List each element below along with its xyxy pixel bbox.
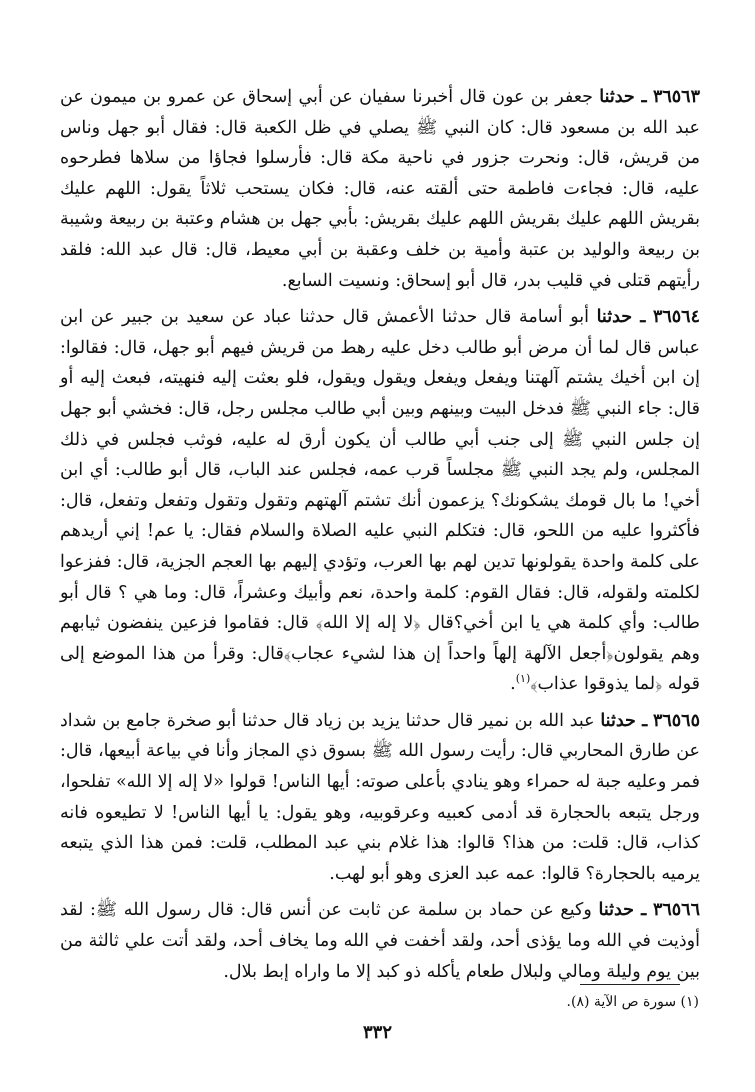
hadith-36563: ٣٦٥٦٣ ـ حدثنا جعفر بن عون قال أخبرنا سفيان عن أبي إسحاق عن عمرو بن ميمون عن عبد الله بن مسعود قال: كان النبي ﷺ يصلي في ظل الكعبة قال: فقال أبو جهل وناس من قريش، قال: ونحرت جزور في ناحية مكة قال: فأرسلوا فجاؤا من سلاها فطرحوه عليه، قال: فجاءت فاطمة حتى ألقته عنه، قال: فكان يستحب ثلاثاً يقول: اللهم عليك بقريش اللهم عليك بقريش اللهم عليك بقريش: بأبي جهل بن هشام وعتبة بن ربيعة وشيبة بن ربيعة والوليد بن عتبة وأمية بن خلف وعقبة بن أبي معيط، قال: قال عبد الله: فلقد رأيتهم قتلى في قليب بدر، قال أبو إسحاق: ونسيت السابع. xyxy=(60,87,700,291)
hadith-lead: حدثنا xyxy=(598,900,634,921)
hadith-36565: ٣٦٥٦٥ ـ حدثنا عبد الله بن نمير قال حدثنا يزيد بن زياد قال حدثنا أبو صخرة جامع بن شداد عن طارق المحاربي قال: رأيت رسول الله ﷺ بسوق ذي المجاز وأنا في بياعة أبيعها، قال: فمر وعليه جبة له حمراء وهو ينادي بأعلى صوته: أيها الناس! قولوا «لا إله إلا الله» تفلحوا، ورجل يتبعه بالحجارة قد أدمى كعبيه وعرقوبيه، وهو يقول: يا أيها الناس! لا تطيعوه فانه كذاب، قال: قلت: من هذا؟ قالوا: هذا غلام بني عبد المطلب، قلت: فمن هذا الذي يتبعه يرميه بالحجارة؟ قالوا: عمه عبد العزى وهو أبو لهب. xyxy=(60,710,700,884)
footnote-reference[interactable]: (١) xyxy=(515,672,531,686)
hadith-text: أبو أسامة قال حدثنا الأعمش قال حدثنا عباد عن سعيد بن جبير عن ابن عباس قال لما أن مرض أبو طالب دخل عليه رهط من قريش فيهم أبو جهل، قال: فقالوا: إن ابن أخيك يشتم آلهتنا ويفعل ويفعل ويقول ويقول، فلو بعثت إليه فنهيته، فبعث إليه أو قال: جاء النبي ﷺ فدخل البيت وبينهم وبين أبي طالب مجلس رجل، قال: فخشي أبو جهل إن جلس النبي ﷺ إلى جنب أبي طالب أن يكون أرق له عليه، فوثب فجلس في ذلك المجلس، ولم يجد النبي ﷺ مجلساً قرب عمه، فجلس عند الباب، قال أبو طالب: أي ابن أخي! ما بال قومك يشكونك؟ يزعمون أنك تشتم آلهتهم وتقول وتقول وتفعل وتفعل، قال: فأكثروا عليه من اللحو، قال: فتكلم النبي عليه الصلاة والسلام فقال: يا عم! إني أريدهم على كلمة واحدة يقولونها تدين لهم بها العرب، وتؤدي إليهم بها العجم الجزية، قال: ففزعوا لكلمته ولقوله، قال: فقال القوم: كلمة واحدة، نعم وأبيك وعشراً، قال: وما هي ؟ قال أبو طالب: وأي كلمة هي يا ابن أخي؟قال ﴿لا إله إلا الله﴾ قال: فقاموا فزعين ينفضون ثيابهم وهم يقولون﴿أجعل الآلهة إلهاً واحداً إن هذا لشيء عجاب﴾قال: وقرأ من هذا الموضع إلى قوله ﴿لما يذوقوا عذاب﴾ xyxy=(60,307,700,695)
hadith-36564: ٣٦٥٦٤ ـ حدثنا أبو أسامة قال حدثنا الأعمش قال حدثنا عباد عن سعيد بن جبير عن ابن عباس قال لما أن مرض أبو طالب دخل عليه رهط من قريش فيهم أبو جهل، قال: فقالوا: إن ابن أخيك يشتم آلهتنا ويفعل ويفعل ويقول ويقول، فلو بعثت إليه فنهيته، فبعث إليه أو قال: جاء النبي ﷺ فدخل البيت وبينهم وبين أبي طالب مجلس رجل، قال: فخشي أبو جهل إن جلس النبي ﷺ إلى جنب أبي طالب أن يكون أرق له عليه، فوثب فجلس في ذلك المجلس، ولم يجد النبي ﷺ مجلساً قرب عمه، فجلس عند الباب، قال أبو طالب: أي ابن أخي! ما بال قومك يشكونك؟ يزعمون أنك تشتم آلهتهم وتقول وتقول وتفعل وتفعل، قال: فأكثروا عليه من اللحو، قال: فتكلم النبي عليه الصلاة والسلام فقال: يا عم! إني أريدهم على كلمة واحدة يقولونها تدين لهم بها العرب، وتؤدي إليهم بها العجم الجزية، قال: ففزعوا لكلمته ولقوله، قال: فقال القوم: كلمة واحدة، نعم وأبيك وعشراً، قال: وما هي ؟ قال أبو طالب: وأي كلمة هي يا ابن أخي؟قال ﴿لا إله إلا الله﴾ قال: فقاموا فزعين ينفضون ثيابهم وهم يقولون﴿أجعل الآلهة إلهاً واحداً إن هذا لشيء عجاب﴾قال: وقرأ من هذا الموضع إلى قوله ﴿لما يذوقوا عذاب﴾$^{(١)}$. xyxy=(60,307,700,695)
footnote xyxy=(567,994,699,1010)
hadith-lead: حدثنا xyxy=(600,710,636,731)
hadith-36566: ٣٦٥٦٦ ـ حدثنا وكيع عن حماد بن سلمة عن ثابت عن أنس قال: قال رسول الله ﷺ: لقد أوذيت في الله وما يؤذى أحد، ولقد أخفت في الله وما يخاف أحد، ولقد أتت علي ثالثة من بين يوم وليلة ومالي ولبلال طعام يأكله ذو كبد إلا ما واراه إبط بلال. xyxy=(60,900,700,982)
hadith-number: ٣٦٥٦٤ xyxy=(652,307,700,328)
hadith-text: وكيع عن حماد بن سلمة عن ثابت عن أنس قال: قال رسول الله ﷺ: لقد أوذيت في الله وما يؤذى أحد، ولقد أخفت في الله وما يخاف أحد، ولقد أتت علي ثالثة من بين يوم وليلة ومالي ولبلال طعام يأكله ذو كبد إلا ما واراه إبط بلال. xyxy=(60,900,700,982)
hadith-text: جعفر بن عون قال أخبرنا سفيان عن أبي إسحاق عن عمرو بن ميمون عن عبد الله بن مسعود قال: كان النبي ﷺ يصلي في ظل الكعبة قال: فقال أبو جهل وناس من قريش، قال: ونحرت جزور في ناحية مكة قال: فأرسلوا فجاؤا من سلاها فطرحوه عليه، قال: فجاءت فاطمة حتى ألقته عنه، قال: فكان يستحب ثلاثاً يقول: اللهم عليك بقريش اللهم عليك بقريش اللهم عليك بقريش: بأبي جهل بن هشام وعتبة بن ربيعة وشيبة بن ربيعة والوليد بن عتبة وأمية بن خلف وعقبة بن أبي معيط، قال: قال عبد الله: فلقد رأيتهم قتلى في قليب بدر، قال أبو إسحاق: ونسيت السابع. xyxy=(60,87,700,291)
hadith-text-tail: . xyxy=(510,674,516,695)
page-number: ٣٣٢ xyxy=(362,1022,392,1043)
hadith-lead: حدثنا xyxy=(596,307,633,328)
hadith-text: عبد الله بن نمير قال حدثنا يزيد بن زياد قال حدثنا أبو صخرة جامع بن شداد عن طارق المحاربي قال: رأيت رسول الله ﷺ بسوق ذي المجاز وأنا في بياعة أبيعها، قال: فمر وعليه جبة له حمراء وهو ينادي بأعلى صوته: أيها الناس! قولوا «لا إله إلا الله» تفلحوا، ورجل يتبعه بالحجارة قد أدمى كعبيه وعرقوبيه، وهو يقول: يا أيها الناس! لا تطيعوه فانه كذاب، قال: قلت: من هذا؟ قالوا: هذا غلام بني عبد المطلب، قلت: فمن هذا الذي يتبعه يرميه بالحجارة؟ قالوا: عمه عبد العزى وهو أبو لهب. xyxy=(60,710,700,884)
footnote-number: (١) xyxy=(680,994,699,1010)
hadith-number: ٣٦٥٦٣ xyxy=(652,87,700,107)
hadith-lead: حدثنا xyxy=(599,87,635,107)
footnote-text: سورة ص الآية (٨). xyxy=(566,994,677,1010)
hadith-number: ٣٦٥٦٥ xyxy=(652,710,700,731)
page-body xyxy=(60,82,700,993)
footnote-divider xyxy=(580,984,680,985)
hadith-number: ٣٦٥٦٦ xyxy=(652,900,700,921)
